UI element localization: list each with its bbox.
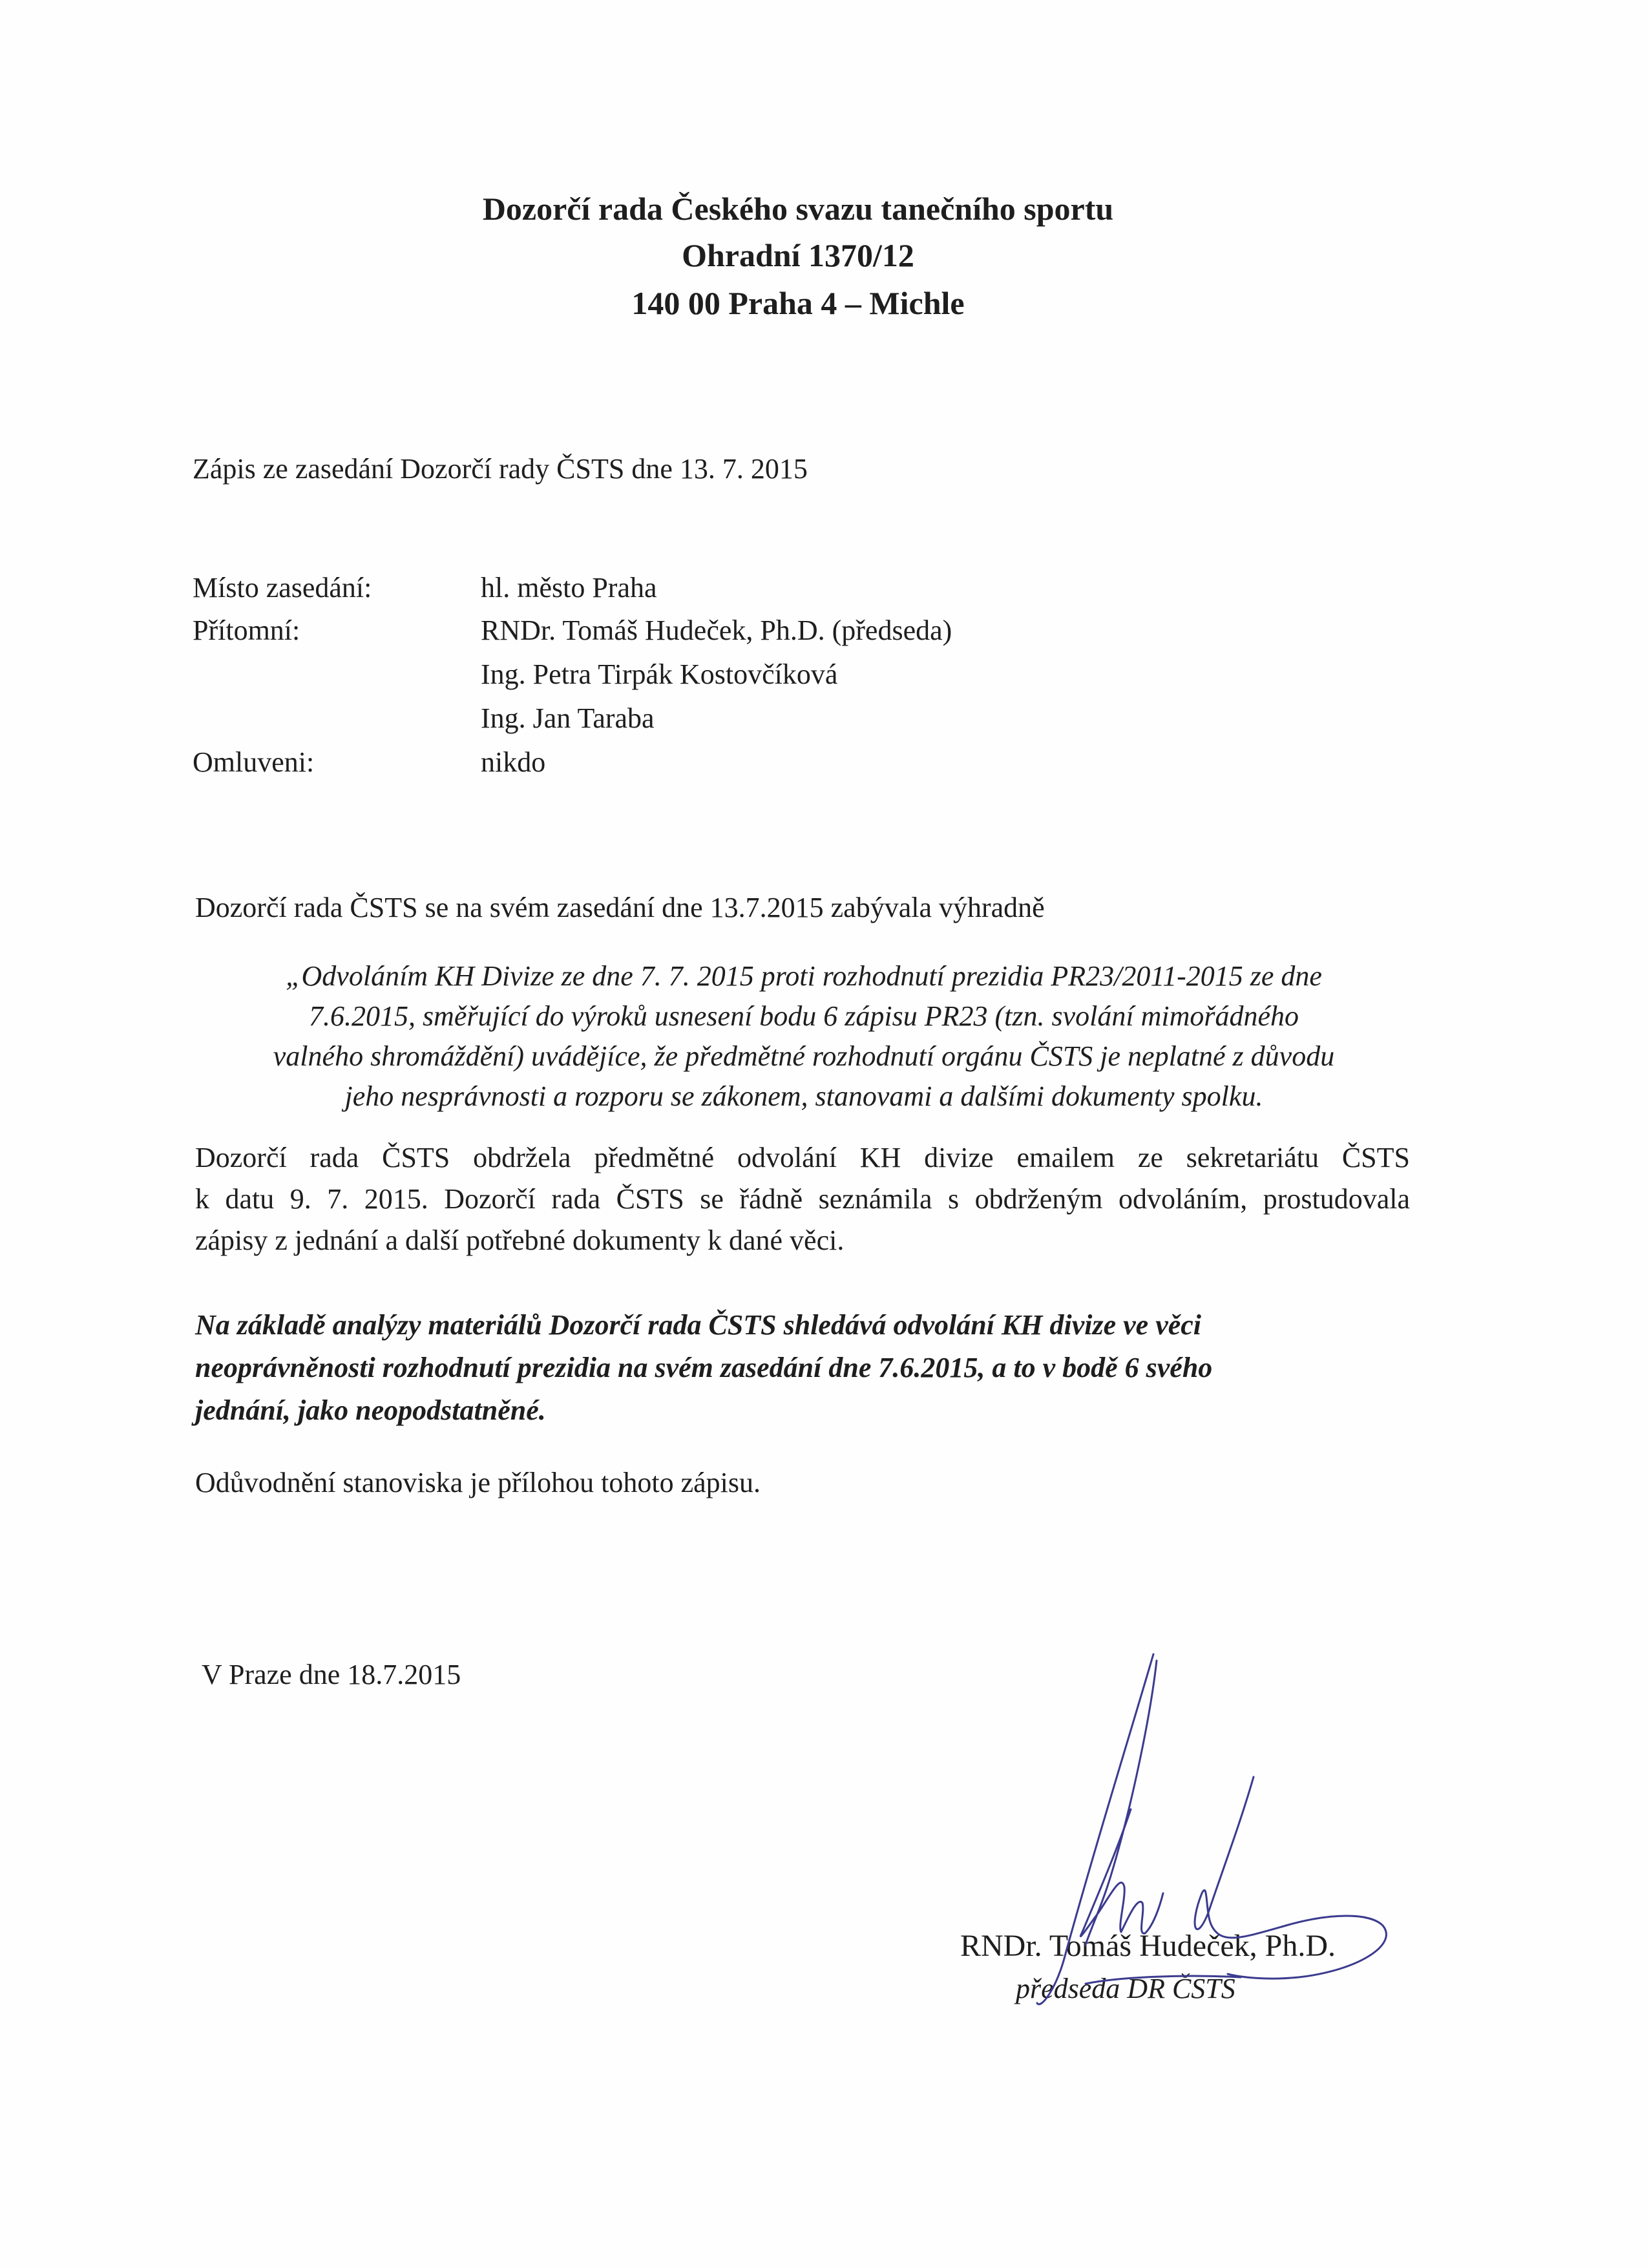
document-subject: Zápis ze zasedání Dozorčí rady ČSTS dne 13. 7. 2015: [193, 453, 808, 485]
decision-paragraph: [195, 1304, 1410, 1432]
attachment-note: Odůvodnění stanoviska je přílohou tohoto zápisu.: [195, 1467, 761, 1498]
decision-line: Na základě analýzy materiálů Dozorčí rada ČSTS shledává odvolání KH divize ve věci: [195, 1309, 1202, 1341]
signatory-name: RNDr. Tomáš Hudeček, Ph.D.: [960, 1929, 1336, 1963]
paragraph-line: zápisy z jednání a další potřebné dokumenty k dané věci.: [195, 1224, 845, 1256]
place-value: hl. město Praha: [481, 572, 657, 604]
header-street: Ohradní 1370/12: [682, 237, 914, 273]
header-organization: Dozorčí rada Českého svazu tanečního sportu: [482, 191, 1114, 227]
quote-line: valného shromáždění) uvádějíce, že předmětné rozhodnutí orgánu ČSTS je neplatné z důvodu: [273, 1040, 1335, 1072]
place-label: Místo zasedání:: [193, 572, 372, 604]
intro-paragraph: Dozorčí rada ČSTS se na svém zasedání dne 13.7.2015 zabývala výhradně: [195, 892, 1045, 923]
excused-label: Omluveni:: [193, 746, 315, 778]
decision-line: neoprávněnosti rozhodnutí prezidia na svém zasedání dne 7.6.2015, a to v bodě 6 svého: [195, 1352, 1213, 1383]
quote-line: „Odvoláním KH Divize ze dne 7. 7. 2015 proti rozhodnutí prezidia PR23/2011-2015 ze dne: [286, 960, 1322, 992]
present-member: Ing. Petra Tirpák Kostovčíková: [481, 658, 838, 690]
header-city: 140 00 Praha 4 – Michle: [631, 285, 965, 321]
excused-value: nikdo: [481, 746, 546, 778]
quote-line: 7.6.2015, směřující do výroků usnesení bodu 6 zápisu PR23 (tzn. svolání mimořádného: [308, 1000, 1299, 1032]
present-label: Přítomní:: [193, 614, 300, 646]
place-and-date: V Praze dne 18.7.2015: [202, 1659, 461, 1690]
paragraph-line: k datu 9. 7. 2015. Dozorčí rada ČSTS se řádně seznámila s obdrženým odvoláním, prostudovala: [195, 1183, 1410, 1215]
quote-line: jeho nesprávnosti a rozporu se zákonem, stanovami a dalšími dokumenty spolku.: [344, 1080, 1263, 1112]
quoted-appeal: [194, 956, 1414, 1117]
present-member: RNDr. Tomáš Hudeček, Ph.D. (předseda): [481, 614, 952, 646]
signatory-role: předseda DR ČSTS: [1016, 1973, 1235, 2004]
decision-line: jednání, jako neopodstatněné.: [195, 1394, 546, 1426]
present-member: Ing. Jan Taraba: [481, 702, 655, 734]
paragraph-line: Dozorčí rada ČSTS obdržela předmětné odvolání KH divize emailem ze sekretariátu ČSTS: [195, 1142, 1410, 1173]
receipt-paragraph: [195, 1137, 1410, 1261]
handwritten-signature: [937, 1641, 1402, 2029]
